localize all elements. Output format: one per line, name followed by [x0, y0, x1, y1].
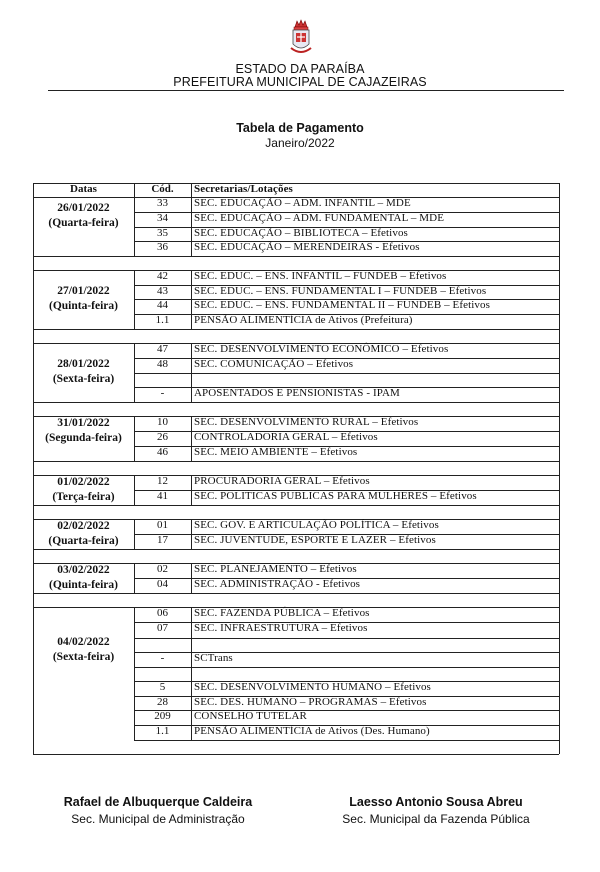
group-date: 28/01/2022 — [57, 358, 110, 370]
row-department: SEC. JUVENTUDE, ESPORTE E LAZER – Efetivos — [194, 534, 436, 546]
row-department: SEC. GOV. E ARTICULAÇÃO POLÍTICA – Efetivos — [194, 519, 439, 531]
row-department: SEC. FAZENDA PÚBLICA – Efetivos — [194, 607, 370, 619]
column-header-department: Secretarias/Lotações — [194, 183, 293, 195]
header-divider — [48, 90, 564, 91]
row-rule — [134, 667, 559, 668]
row-code: 36 — [157, 241, 168, 253]
group-weekday: (Quarta-feira) — [48, 217, 119, 229]
row-code: 1.1 — [155, 725, 170, 737]
group-weekday: (Segunda-feira) — [45, 432, 122, 444]
document-title: Tabela de Pagamento — [236, 121, 364, 135]
row-code: 17 — [157, 534, 168, 546]
signatory-name: Rafael de Albuquerque Caldeira — [63, 795, 253, 809]
row-code: 26 — [157, 431, 168, 443]
row-rule — [33, 461, 559, 462]
group-weekday: (Quinta-feira) — [49, 579, 118, 591]
row-rule — [134, 373, 559, 374]
row-rule — [33, 256, 559, 257]
group-date: 27/01/2022 — [57, 285, 110, 297]
row-department: SEC. COMUNICAÇÃO – Efetivos — [194, 358, 354, 370]
row-department: SEC. EDUC. – ENS. FUNDAMENTAL II – FUNDEB – Efetivos — [194, 299, 491, 311]
signatory-role: Sec. Municipal da Fazenda Pública — [342, 812, 530, 826]
row-rule — [134, 740, 559, 741]
row-department: CONTROLADORIA GERAL – Efetivos — [194, 431, 378, 443]
payment-table — [33, 183, 559, 754]
row-department: SEC. DESENVOLVIMENTO ECONÔMICO – Efetivos — [194, 343, 449, 355]
row-department: SEC. EDUCAÇÃO – ADM. INFANTIL – MDE — [194, 197, 411, 209]
group-date: 03/02/2022 — [57, 564, 110, 576]
row-code: 06 — [157, 607, 168, 619]
row-department: PENSÃO ALIMENTÍCIA de Ativos (Prefeitura) — [194, 314, 413, 326]
column-header-code: Cód. — [151, 183, 174, 195]
row-code: 44 — [157, 299, 168, 311]
row-department: SEC. EDUCAÇÃO – BIBLIOTECA – Efetivos — [194, 227, 408, 239]
row-department: SEC. INFRAESTRUTURA – Efetivos — [194, 622, 368, 634]
row-code: 5 — [159, 681, 166, 693]
row-code: 33 — [157, 197, 168, 209]
row-code: 12 — [157, 475, 168, 487]
row-code: 35 — [157, 227, 168, 239]
row-rule — [33, 402, 559, 403]
row-department: SEC. MEIO AMBIENTE – Efetivos — [194, 446, 358, 458]
row-code: 34 — [157, 212, 168, 224]
column-divider — [191, 607, 192, 740]
row-code: 48 — [157, 358, 168, 370]
group-weekday: (Quinta-feira) — [49, 300, 118, 312]
group-weekday: (Quarta-feira) — [48, 535, 119, 547]
row-rule — [33, 329, 559, 330]
row-rule — [33, 754, 559, 755]
row-code: 47 — [157, 343, 168, 355]
row-code: 43 — [157, 285, 168, 297]
signatory-role: Sec. Municipal de Administração — [71, 812, 245, 826]
column-divider — [191, 416, 192, 461]
row-department: SEC. DESENVOLVIMENTO HUMANO – Efetivos — [194, 681, 431, 693]
group-weekday: (Sexta-feira) — [52, 651, 115, 663]
row-department: SEC. EDUCAÇÃO – MERENDEIRAS - Efetivos — [194, 241, 420, 253]
group-date: 02/02/2022 — [57, 520, 110, 532]
signature-block-administration — [38, 795, 278, 826]
row-rule — [33, 593, 559, 594]
group-date: 26/01/2022 — [57, 202, 110, 214]
row-rule — [33, 183, 559, 184]
column-divider — [191, 343, 192, 402]
group-date: 04/02/2022 — [57, 636, 110, 648]
signatory-name: Laesso Antonio Sousa Abreu — [349, 795, 523, 809]
row-code: - — [160, 652, 165, 664]
coat-of-arms-icon — [289, 18, 313, 56]
column-header-dates: Datas — [70, 183, 97, 195]
row-department: SEC. EDUC. – ENS. INFANTIL – FUNDEB – Efetivos — [194, 270, 447, 282]
row-department: SEC. PLANEJAMENTO – Efetivos — [194, 563, 357, 575]
row-rule — [33, 549, 559, 550]
row-department: PENSÃO ALIMENTÍCIA de Ativos (Des. Humano) — [194, 725, 430, 737]
row-department: SEC. ADMINISTRAÇÃO - Efetivos — [194, 578, 361, 590]
row-code: 07 — [157, 622, 168, 634]
group-date: 31/01/2022 — [57, 417, 110, 429]
group-weekday: (Terça-feira) — [52, 491, 115, 503]
column-divider — [191, 270, 192, 329]
row-code: 01 — [157, 519, 168, 531]
row-code: 02 — [157, 563, 168, 575]
row-rule — [33, 505, 559, 506]
row-code: 209 — [154, 710, 171, 722]
row-department: SCTrans — [194, 652, 233, 664]
row-department: SEC. POLITICAS PUBLICAS PARA MULHERES – Efetivos — [194, 490, 477, 502]
row-department: SEC. EDUCAÇÃO – ADM. FUNDAMENTAL – MDE — [194, 212, 445, 224]
signature-block-finance — [316, 795, 556, 826]
column-divider — [191, 519, 192, 549]
group-weekday: (Sexta-feira) — [52, 373, 115, 385]
row-code: 04 — [157, 578, 168, 590]
column-divider — [191, 183, 192, 256]
document-period: Janeiro/2022 — [265, 136, 335, 150]
table-border-right — [559, 183, 560, 754]
row-department: APOSENTADOS E PENSIONISTAS - IPAM — [194, 387, 400, 399]
row-department: SEC. EDUC. – ENS. FUNDAMENTAL I – FUNDEB – Efetivos — [194, 285, 487, 297]
row-code: 1.1 — [155, 314, 170, 326]
row-code: 46 — [157, 446, 168, 458]
row-department: SEC. DES. HUMANO – PROGRAMAS – Efetivos — [194, 696, 427, 708]
row-department: SEC. DESENVOLVIMENTO RURAL – Efetivos — [194, 416, 419, 428]
column-divider — [191, 563, 192, 593]
table-border-left — [33, 183, 34, 754]
column-divider — [191, 475, 192, 505]
state-name: ESTADO DA PARAÍBA — [235, 62, 365, 76]
row-code: 10 — [157, 416, 168, 428]
municipality-name: PREFEITURA MUNICIPAL DE CAJAZEIRAS — [173, 75, 427, 89]
row-rule — [134, 638, 559, 639]
row-department: PROCURADORIA GERAL – Efetivos — [194, 475, 370, 487]
row-code: - — [160, 387, 165, 399]
row-code: 42 — [157, 270, 168, 282]
group-date: 01/02/2022 — [57, 476, 110, 488]
row-department: CONSELHO TUTELAR — [194, 710, 307, 722]
row-code: 28 — [157, 696, 168, 708]
row-code: 41 — [157, 490, 168, 502]
